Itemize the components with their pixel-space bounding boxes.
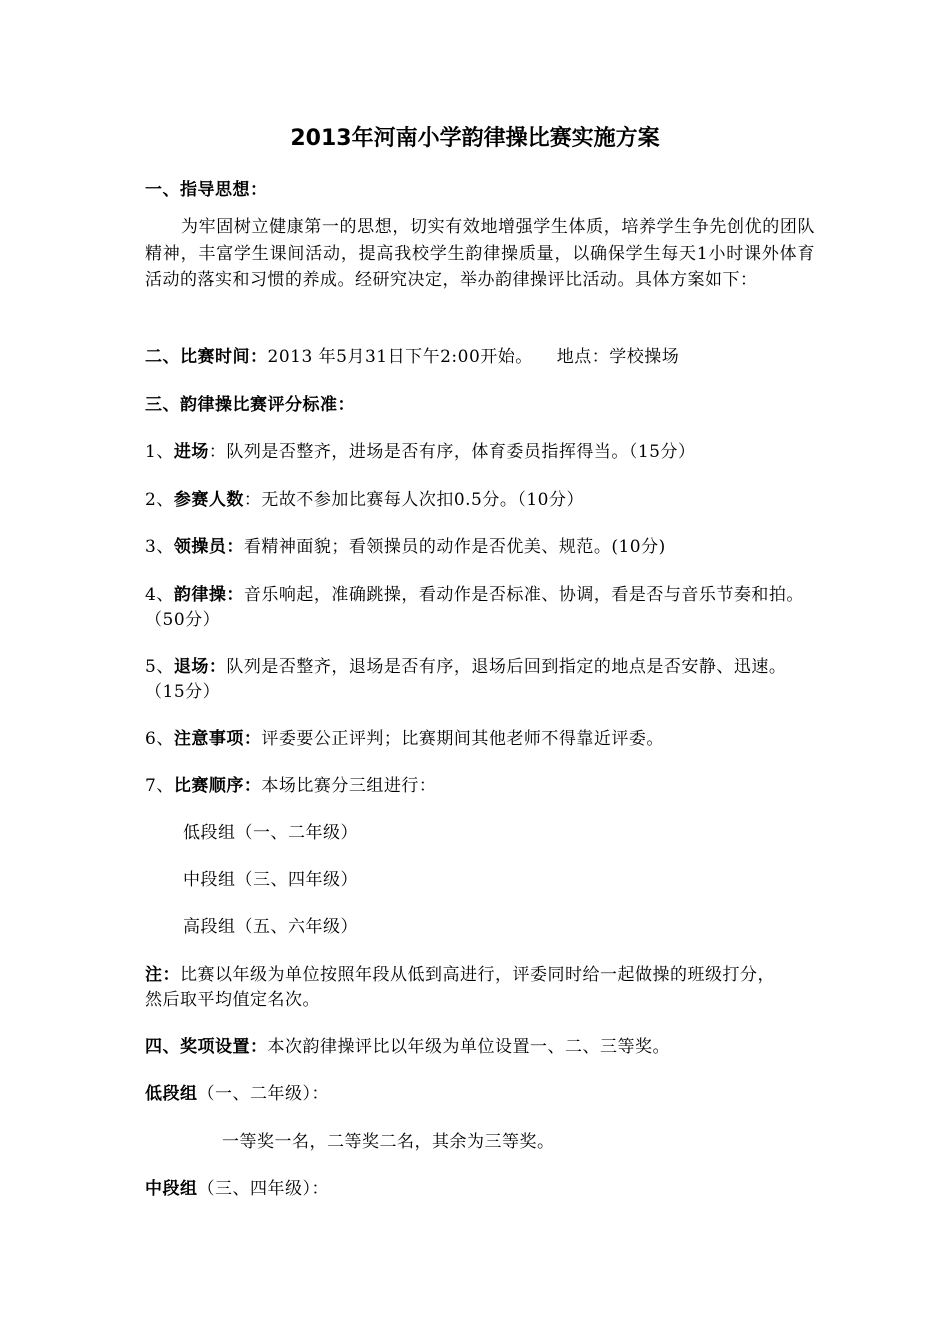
section-1-paragraph: 为牢固树立健康第一的思想，切实有效地增强学生体质，培养学生争先创优的团队精神，丰富学生课间活动，提高我校学生韵律操质量，以确保学生每天1小时课外体育活动的落实和习惯的养成。经研究决定，举办韵律操评比活动。具体方案如下：	[145, 217, 815, 290]
section-4-line	[145, 1032, 670, 1057]
item-number: 4、	[145, 585, 174, 605]
note-text: 比赛以年级为单位按照年段从低到高进行，评委同时给一起做操的班级打分，	[180, 965, 775, 985]
criteria-item-4	[145, 580, 804, 605]
section-4-label: 四、奖项设置：	[145, 1037, 268, 1057]
criteria-item-7	[145, 771, 436, 796]
item-number: 7、	[145, 776, 174, 796]
item-number: 2、	[145, 490, 174, 510]
item-number: 3、	[145, 537, 174, 557]
section-2-place: 地点：学校操场	[556, 347, 680, 367]
item-text: 队列是否整齐，退场是否有序，退场后回到指定的地点是否安静、迅速。	[226, 657, 787, 677]
group-high: 高段组（五、六年级）	[183, 917, 358, 937]
criteria-item-5-cont: （15分）	[145, 682, 221, 702]
criteria-item-6	[145, 724, 664, 749]
item-text: 评委要公正评判；比赛期间其他老师不得靠近评委。	[261, 729, 664, 749]
section-2-line	[145, 342, 679, 367]
group-low: 低段组（一、二年级）	[183, 823, 358, 843]
criteria-item-5	[145, 652, 786, 677]
item-text: 音乐响起，准确跳操，看动作是否标准、协调，看是否与音乐节奏和拍。	[243, 585, 804, 605]
item-number: 6、	[145, 729, 174, 749]
section-4-text: 本次韵律操评比以年级为单位设置一、二、三等奖。	[267, 1037, 670, 1057]
item-label: 领操员：	[173, 537, 244, 557]
criteria-item-1	[145, 437, 695, 462]
item-number: 5、	[145, 657, 174, 677]
note-cont: 然后取平均值定名次。	[145, 990, 320, 1010]
criteria-item-2	[145, 485, 584, 510]
criteria-item-3	[145, 532, 666, 557]
section-2-time: 2013 年5月31日下午2:00开始。	[267, 347, 533, 367]
item-text: 看精神面貌；看领操员的动作是否优美、规范。(10分)	[243, 537, 666, 557]
item-label: 退场：	[173, 657, 227, 677]
page-title: 2013年河南小学韵律操比赛实施方案	[290, 126, 660, 151]
item-label: 参赛人数	[173, 490, 244, 510]
section-1-heading: 一、指导思想：	[145, 180, 268, 200]
group-mid: 中段组（三、四年级）	[183, 870, 358, 890]
item-text: 本场比赛分三组进行：	[261, 776, 437, 796]
award-low-label: 低段组	[145, 1084, 198, 1104]
criteria-item-4-cont: （50分）	[145, 610, 221, 630]
item-text: ：无故不参加比赛每人次扣0.5分。（10分）	[243, 490, 584, 510]
item-label: 注意事项：	[173, 729, 262, 749]
award-low-heading	[145, 1079, 329, 1104]
item-label: 韵律操：	[173, 585, 244, 605]
item-number: 1、	[145, 442, 174, 462]
award-low-grades: （一、二年级）：	[197, 1084, 329, 1104]
award-mid-label: 中段组	[145, 1179, 198, 1199]
award-low-detail: 一等奖一名，二等奖二名，其余为三等奖。	[222, 1132, 555, 1152]
item-label: 进场	[173, 442, 209, 462]
item-text: ：队列是否整齐，进场是否有序，体育委员指挥得当。（15分）	[208, 442, 696, 462]
section-2-label: 二、比赛时间：	[145, 347, 268, 367]
award-mid-grades: （三、四年级）：	[197, 1179, 329, 1199]
item-label: 比赛顺序：	[173, 776, 262, 796]
note-label: 注：	[145, 965, 180, 985]
section-3-heading: 三、韵律操比赛评分标准：	[145, 395, 355, 415]
award-mid-heading	[145, 1174, 329, 1199]
note-line	[145, 960, 775, 985]
